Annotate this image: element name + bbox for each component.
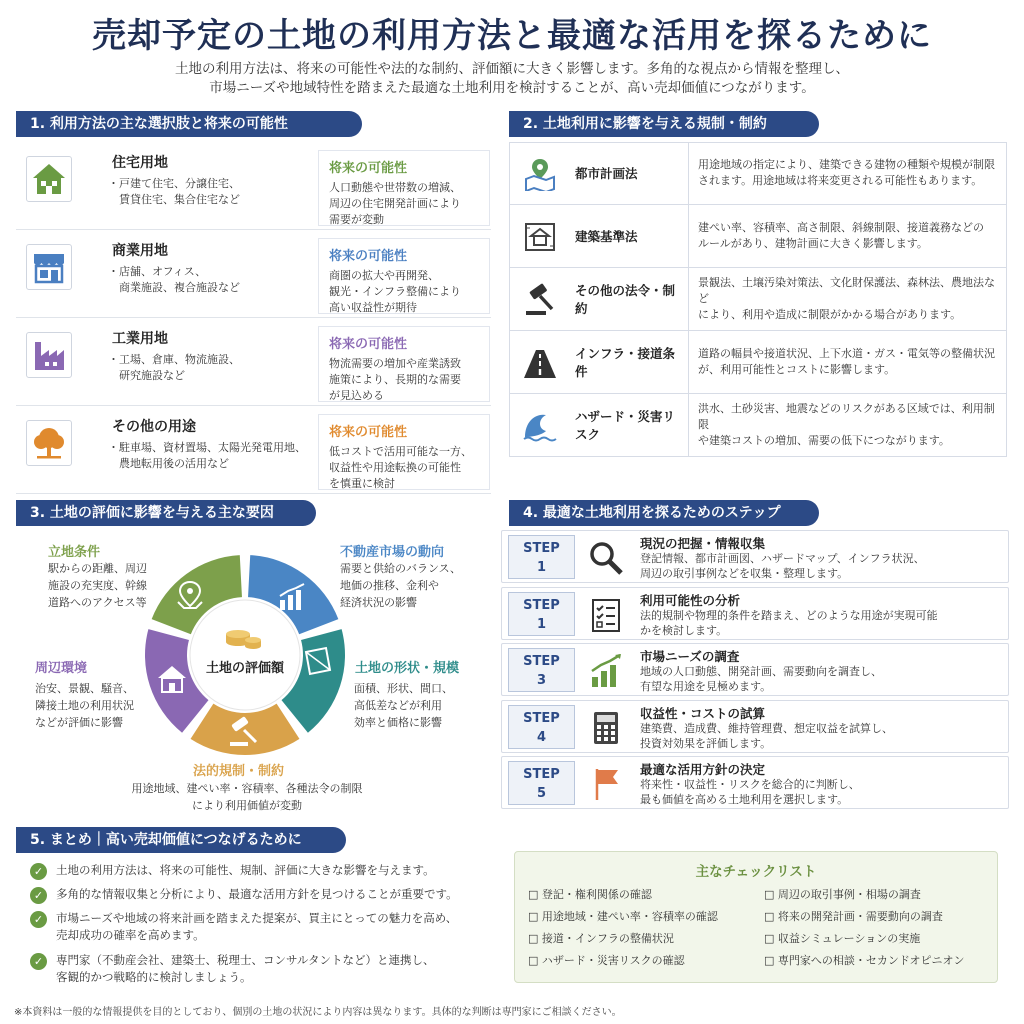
future-potential-box [318, 326, 490, 402]
checklist-item: □ 収益シミュレーションの実施 [764, 932, 921, 945]
checklist-icon [586, 596, 626, 634]
road-icon [520, 345, 560, 381]
regulation-row [509, 394, 1007, 457]
divider [688, 142, 689, 204]
page-title: 売却予定の土地の利用方法と最適な活用を探るために [92, 16, 932, 56]
land-use-examples: ・工場、倉庫、物流施設、 研究施設など [108, 353, 240, 382]
section-2-heading: 2. 土地利用に影響を与える規制・制約 [509, 111, 819, 137]
future-potential-title: 将来の可能性 [329, 249, 408, 264]
land-use-name: 住宅用地 [112, 155, 168, 171]
regulation-desc: 建ぺい率、容積率、高さ制限、斜線制限、接道義務などの ルールがあり、建物計画に大きく影響します。 [698, 221, 984, 250]
step-badge [508, 648, 575, 692]
lead-line-1: 土地の利用方法は、将来の可能性や法的な制約、評価額に大きく影響します。多角的な視点から情報を整理し、 [175, 61, 849, 77]
step-desc: 地域の人口動態、開発計画、需要動向を調査し、 有望な用途を見極めます。 [640, 665, 882, 693]
checklist-item: □ 登記・権利関係の確認 [528, 888, 652, 901]
future-potential-text: 商圏の拡大や再開発、 観光・インフラ整備により 高い収益性が期待 [329, 269, 461, 314]
land-use-row [16, 146, 491, 230]
factor-label: 不動産市場の動向 [340, 545, 445, 560]
section-4-heading: 4. 最適な土地利用を探るためのステップ [509, 500, 819, 526]
summary-point-text: 市場ニーズや地域の将来計画を踏まえた提案が、買主にとっての魅力を高め、 売却成功の確率を高めます。 [56, 911, 458, 942]
flag-icon [586, 765, 626, 803]
land-use-row [16, 234, 491, 318]
magnifier-icon [586, 539, 626, 577]
footnote: ※本資料は一般的な情報提供を目的としており、個別の土地の状況により内容は異なります。具体的な判断は専門家にご相談ください。 [14, 1007, 622, 1018]
step-number: 1 [536, 616, 547, 632]
step-desc: 建築費、造成費、維持管理費、想定収益を試算し、 投資対効果を評価します。 [640, 721, 893, 750]
checklist-item: □ 周辺の取引事例・相場の調査 [764, 888, 921, 901]
regulation-row [509, 331, 1007, 394]
tree-icon [26, 420, 72, 466]
checklist-item: □ 将来の開発計画・需要動向の調査 [764, 910, 943, 923]
check-circle-icon: ✓ [30, 887, 47, 904]
divider [688, 331, 689, 393]
checklist-item: □ ハザード・災害リスクの確認 [528, 954, 685, 967]
step-number: 3 [536, 673, 547, 688]
factor-text: 用途地域、建ぺい率・容積率、各種法令の制限 により利用価値が変動 [131, 782, 363, 812]
step-label: STEP [523, 541, 560, 556]
factory-icon [26, 332, 72, 378]
step-desc: 将来性・収益性・リスクを総合的に判断し、 最も価値を高める土地利用を選択します。 [640, 778, 860, 806]
factor-label: 法的規制・制約 [193, 764, 285, 779]
step-number: 5 [536, 786, 547, 801]
land-use-examples: ・駐車場、資材置場、太陽光発電用地、 農地転用後の活用など [108, 441, 306, 470]
step-row [501, 756, 1009, 809]
step-row [501, 530, 1009, 583]
step-title: 現況の把握・情報収集 [640, 536, 766, 551]
check-circle-icon: ✓ [30, 953, 47, 970]
wheel-center [190, 600, 300, 710]
step-number: 1 [536, 560, 547, 575]
summary-point [30, 952, 500, 986]
regulation-desc: 道路の幅員や接道状況、上下水道・ガス・電気等の整備状況 が、利用可能性とコストに影響します。 [698, 347, 995, 376]
future-potential-box [318, 238, 490, 314]
step-title: 市場ニーズの調査 [640, 649, 740, 664]
future-potential-title: 将来の可能性 [329, 161, 408, 176]
factor-text: 駅からの距離、周辺 施設の充実度、幹線 道路へのアクセス等 [48, 562, 147, 609]
step-row [501, 700, 1009, 753]
step-badge [508, 535, 575, 579]
land-use-row [16, 410, 491, 494]
shop-icon [26, 244, 72, 290]
section-5-heading: 5. まとめ｜高い売却価値につなげるために [16, 827, 346, 853]
checklist-item: □ 専門家への相談・セカンドオピニオン [764, 954, 965, 967]
regulation-row [509, 142, 1007, 205]
step-label: STEP [523, 654, 560, 669]
regulation-desc: 景観法、土壌汚染対策法、文化財保護法、森林法、農地法など により、利用や造成に制限がかかる場合があります。 [698, 276, 995, 321]
step-label: STEP [523, 767, 560, 782]
wave-icon [520, 408, 560, 444]
step-row [501, 643, 1009, 696]
summary-point [30, 910, 500, 944]
future-potential-text: 人口動態や世帯数の増減、 周辺の住宅開発計画により 需要が変動 [329, 181, 461, 226]
factor-label: 立地条件 [48, 545, 101, 560]
evaluation-factor-wheel [140, 550, 350, 760]
step-title: 最適な活用方針の決定 [640, 762, 766, 777]
factor-text: 治安、景観、騒音、 隣接土地の利用状況 などが評価に影響 [35, 682, 134, 729]
summary-point-text: 多角的な情報収集と分析により、最適な活用方針を見つけることが重要です。 [56, 887, 458, 901]
lead-line-2: 市場ニーズや地域特性を踏まえた最適な土地利用を検討することが、高い売却価値につながります。 [209, 80, 815, 96]
future-potential-text: 低コストで活用可能な一方、 収益性や用途転換の可能性 を慎重に検討 [329, 445, 472, 490]
map-pin-icon [520, 156, 560, 192]
land-use-examples: ・店舗、オフィス、 商業施設、複合施設など [108, 265, 240, 294]
section-1-heading: 1. 利用方法の主な選択肢と将来の可能性 [16, 111, 362, 137]
check-circle-icon: ✓ [30, 911, 47, 928]
step-title: 利用可能性の分析 [640, 592, 741, 608]
section-3-heading: 3. 土地の評価に影響を与える主な要因 [16, 500, 316, 526]
regulation-name: その他の法令・制約 [575, 283, 676, 316]
growth-chart-icon [586, 652, 626, 690]
land-use-name: 商業用地 [112, 243, 168, 259]
gavel-icon [520, 282, 560, 318]
check-circle-icon: ✓ [30, 863, 47, 880]
divider [688, 394, 689, 456]
step-desc: 登記情報、都市計画図、ハザードマップ、インフラ状況、 周辺の取引事例などを収集・整理します。 [640, 552, 925, 580]
calculator-icon [586, 709, 626, 747]
checklist-item: □ 用途地域・建ぺい率・容積率の確認 [528, 910, 718, 923]
step-label: STEP [523, 597, 560, 613]
land-use-examples: ・戸建て住宅、分譲住宅、 賃貸住宅、集合住宅など [108, 177, 240, 206]
step-label: STEP [523, 710, 560, 726]
land-use-name: 工業用地 [112, 331, 168, 347]
future-potential-text: 物流需要の増加や産業誘致 施策により、長期的な需要 が見込める [329, 357, 461, 402]
regulation-name: 都市計画法 [575, 166, 638, 181]
divider [688, 205, 689, 267]
step-desc: 法的規制や物理的条件を踏まえ、どのような用途が実現可能 かを検討します。 [640, 608, 938, 637]
regulation-row [509, 205, 1007, 268]
step-badge [508, 592, 575, 636]
land-use-name: その他の用途 [112, 419, 196, 435]
regulation-name: インフラ・接道条件 [575, 346, 676, 379]
future-potential-title: 将来の可能性 [329, 425, 408, 440]
factor-text: 需要と供給のバランス、 地価の推移、金利や 経済状況の影響 [340, 562, 461, 609]
summary-point [30, 862, 500, 879]
lead-text [0, 60, 1024, 98]
step-badge [508, 761, 575, 805]
house-icon [26, 156, 72, 202]
summary-point-text: 専門家（不動産会社、建築士、税理士、コンサルタントなど）と連携し、 客観的かつ戦略的に検討しましょう。 [56, 953, 435, 984]
regulation-name: 建築基準法 [575, 229, 638, 244]
regulation-name: ハザード・災害リスク [575, 409, 676, 442]
regulation-row [509, 268, 1007, 331]
future-potential-box [318, 150, 490, 226]
step-row [501, 587, 1009, 640]
checklist-item: □ 接道・インフラの整備状況 [528, 932, 674, 945]
blueprint-icon [520, 219, 560, 255]
factor-label: 周辺環境 [35, 661, 88, 676]
summary-point-text: 土地の利用方法は、将来の可能性、規制、評価に大きな影響を与えます。 [56, 863, 435, 877]
factor-label: 土地の形状・規模 [355, 661, 460, 676]
land-use-row [16, 322, 491, 406]
future-potential-title: 将来の可能性 [329, 337, 408, 352]
checklist-title: 主なチェックリスト [695, 864, 817, 880]
factor-text: 面積、形状、間口、 高低差などが利用 効率と価格に影響 [354, 682, 453, 729]
step-number: 4 [536, 729, 547, 745]
step-title: 収益性・コストの試算 [640, 705, 766, 721]
future-potential-box [318, 414, 490, 490]
regulation-desc: 用途地域の指定により、建築できる建物の種類や規模が制限 されます。用途地域は将来変更される可能性もあります。 [698, 158, 995, 187]
wheel-center-label: 土地の評価額 [205, 661, 285, 676]
summary-point [30, 886, 500, 903]
regulation-desc: 洪水、土砂災害、地震などのリスクがある区域では、利用制限 や建築コストの増加、需要の低下につながります。 [698, 402, 995, 447]
divider [688, 268, 689, 330]
step-badge [508, 705, 575, 749]
